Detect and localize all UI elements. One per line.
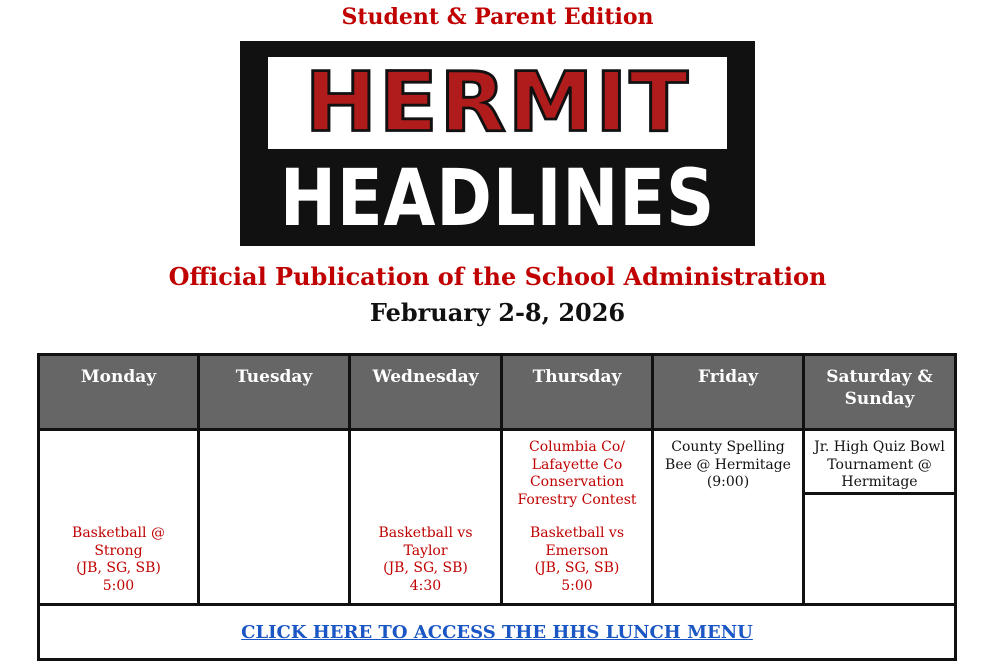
day-header-thursday: Thursday [502, 355, 653, 430]
wednesday-event: Basketball vs Taylor (JB, SG, SB) 4:30 [378, 525, 473, 594]
day-header-tuesday: Tuesday [199, 355, 350, 430]
monday-cell [39, 430, 199, 605]
thursday-event-forestry: Columbia Co/ Lafayette Co Conservation Forestry Contest [517, 439, 637, 508]
weekend-cell [804, 430, 956, 605]
day-header-monday: Monday [39, 355, 199, 430]
edition-label: Student & Parent Edition [341, 4, 654, 30]
week-dates: February 2-8, 2026 [369, 298, 626, 327]
monday-event: Basketball @ Strong (JB, SG, SB) 5:00 [72, 525, 165, 594]
lunch-row [39, 605, 956, 660]
calendar-header-row [39, 355, 956, 430]
day-header-weekend: Saturday & Sunday [804, 355, 956, 430]
hermit-headlines-logo [240, 41, 755, 246]
publication-title: Official Publication of the School Administration [168, 262, 827, 291]
wednesday-cell [350, 430, 502, 605]
thursday-cell [502, 430, 653, 605]
friday-event: County Spelling Bee @ Hermitage (9:00) [665, 439, 791, 490]
lunch-menu-link[interactable]: CLICK HERE TO ACCESS THE HHS LUNCH MENU [241, 621, 753, 643]
lunch-cell [39, 605, 956, 660]
friday-cell [653, 430, 804, 605]
day-header-wednesday: Wednesday [350, 355, 502, 430]
thursday-event-basketball: Basketball vs Emerson (JB, SG, SB) 5:00 [529, 525, 625, 594]
logo-line2: HEADLINES [279, 154, 716, 244]
logo-line1: HERMIT [304, 55, 691, 151]
weekly-calendar [37, 353, 957, 661]
weekend-event: Jr. High Quiz Bowl Tournament @ Hermitage [805, 431, 954, 495]
day-header-friday: Friday [653, 355, 804, 430]
tuesday-cell [199, 430, 350, 605]
calendar-events-row [39, 430, 956, 605]
